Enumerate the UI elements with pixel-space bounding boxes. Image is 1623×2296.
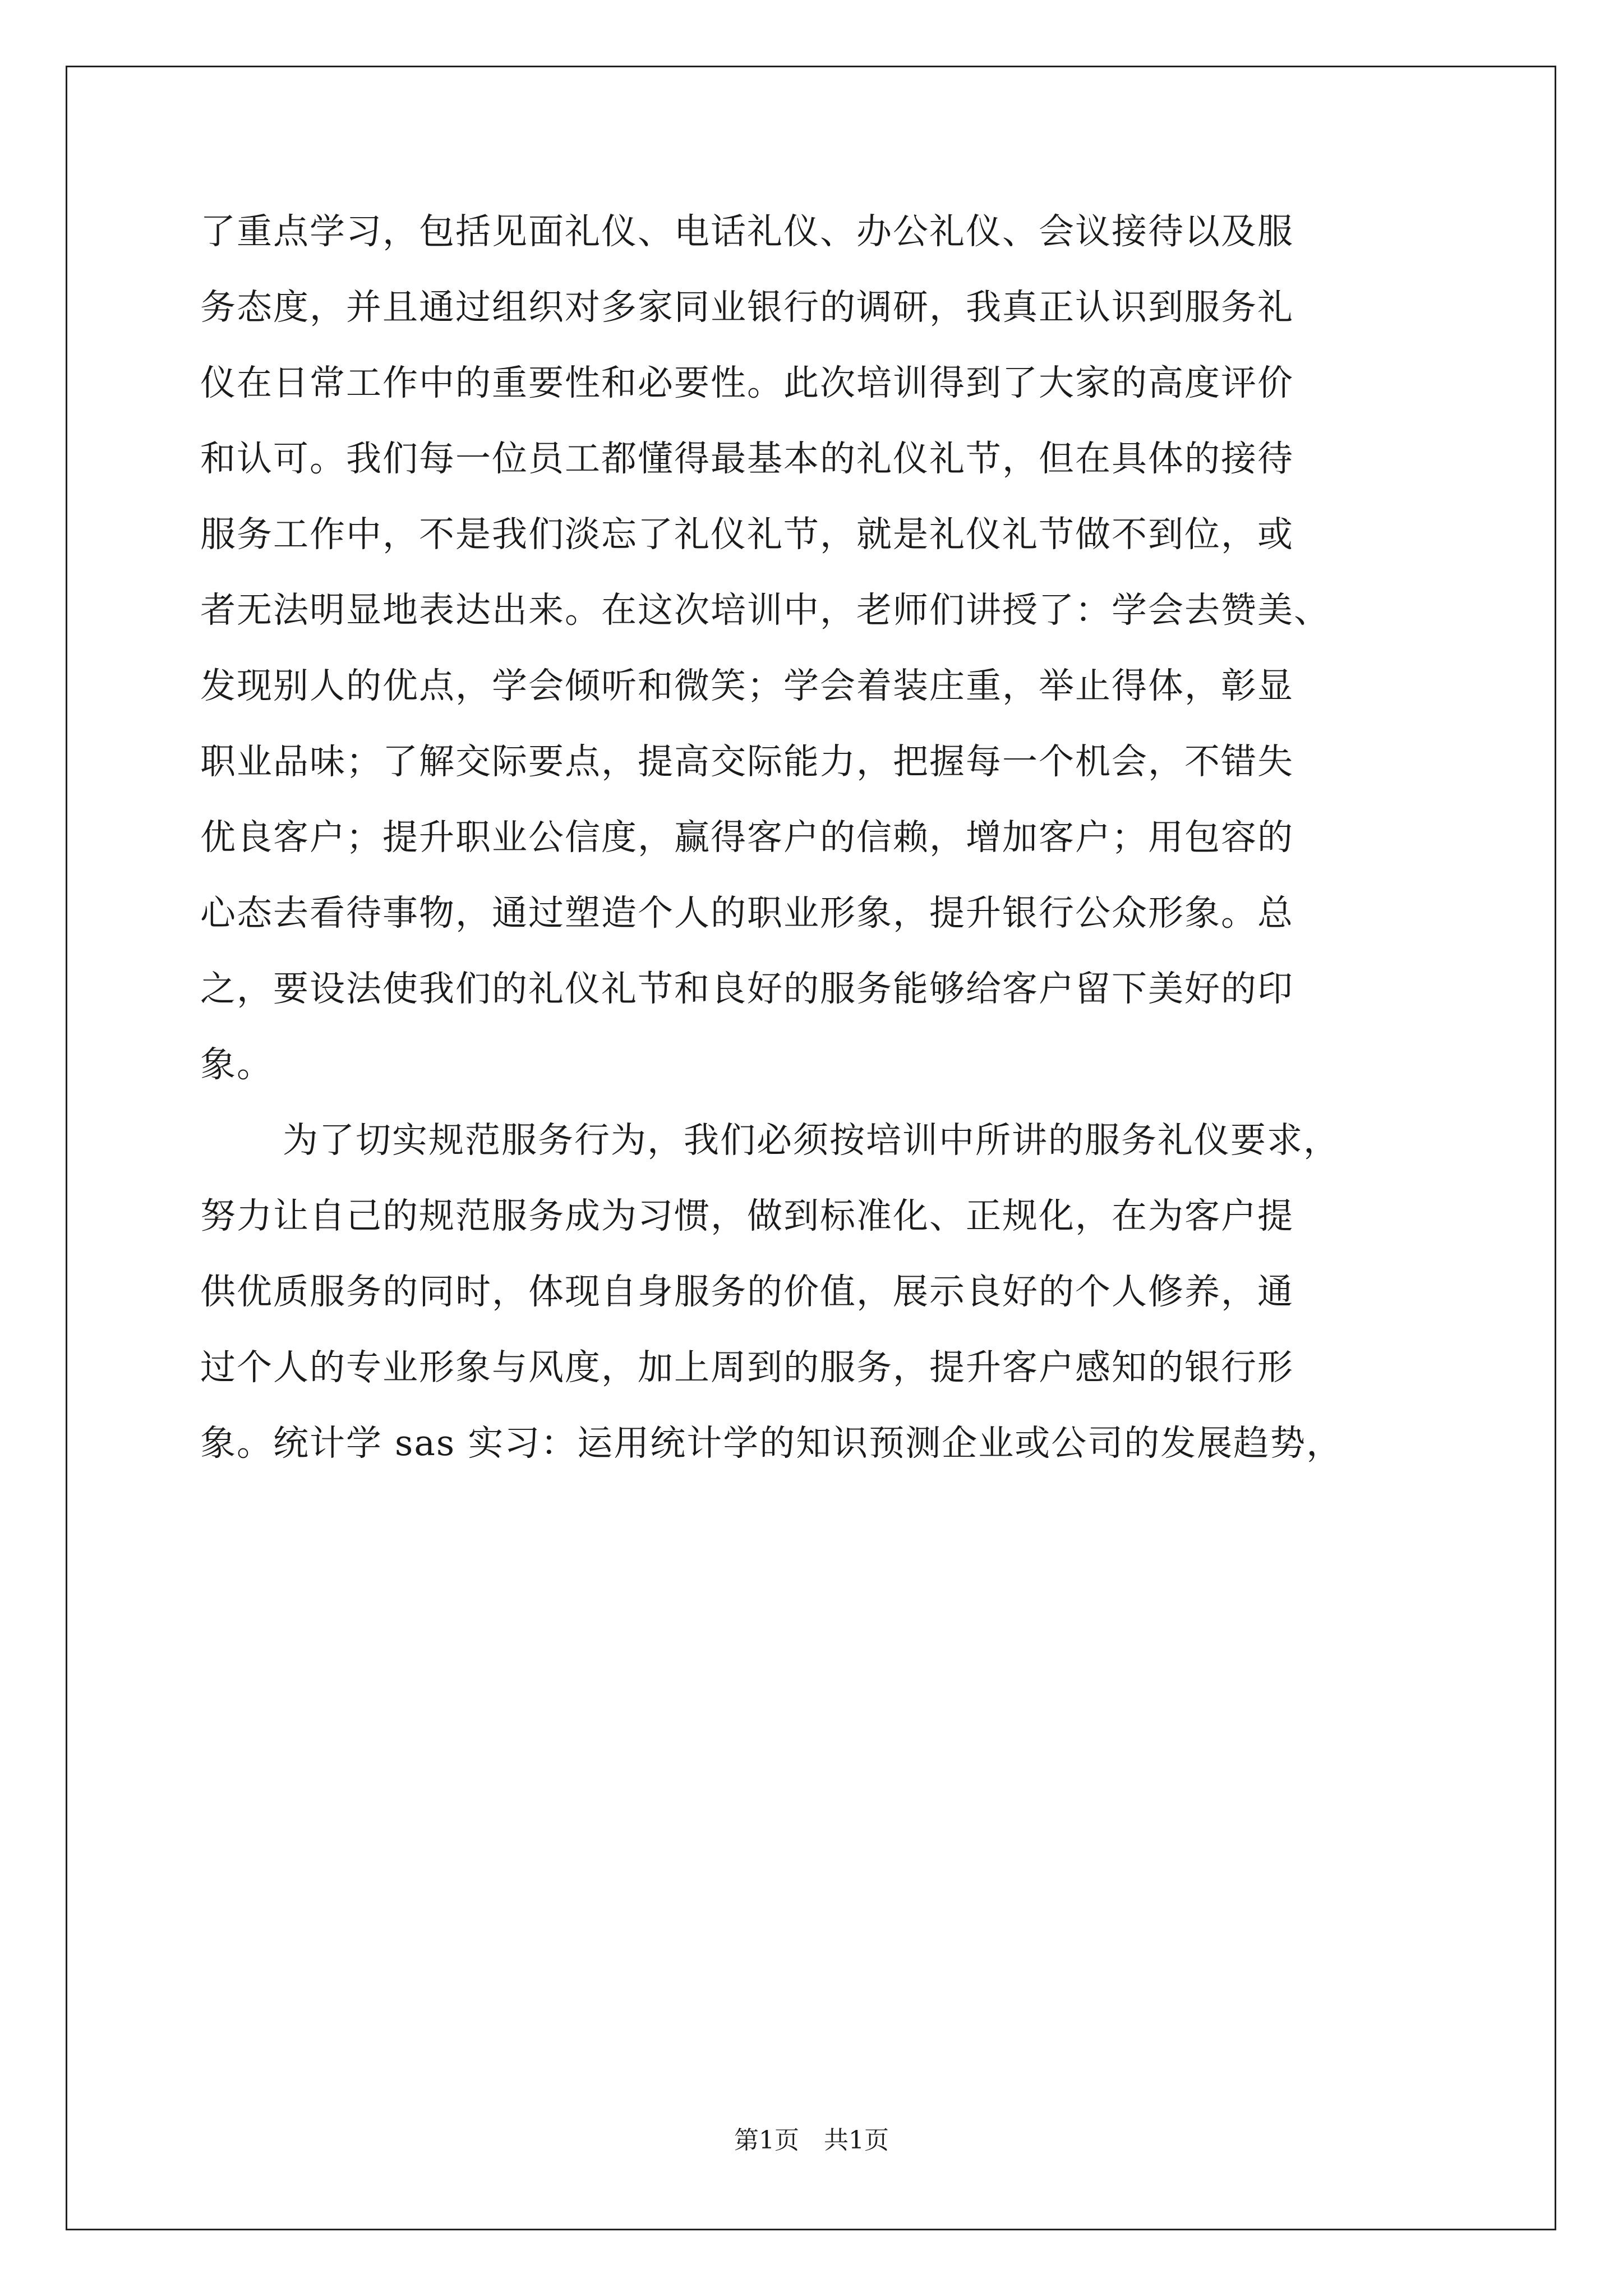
text-line: 优良客户；提升职业公信度，赢得客户的信赖，增加客户；用包容的 [200, 817, 1294, 858]
paragraph-2 [200, 1102, 1445, 1481]
text-line: 象。统计学 sas 实习：运用统计学的知识预测企业或公司的发展趋势， [200, 1423, 1343, 1464]
text-line: 过个人的专业形象与风度，加上周到的服务，提升客户感知的银行形 [200, 1347, 1294, 1388]
text-line: 为了切实规范服务行为，我们必须按培训中所讲的服务礼仪要求， [283, 1120, 1340, 1161]
text-line: 发现别人的优点，学会倾听和微笑；学会着装庄重，举止得体，彰显 [200, 665, 1294, 706]
text-line: 服务工作中，不是我们淡忘了礼仪礼节，就是礼仪礼节做不到位，或 [200, 514, 1294, 555]
text-line: 供优质服务的同时，体现自身服务的价值，展示良好的个人修养，通 [200, 1271, 1294, 1312]
text-line: 努力让自己的规范服务成为习惯，做到标准化、正规化，在为客户提 [200, 1195, 1294, 1236]
text-line: 了重点学习，包括见面礼仪、电话礼仪、办公礼仪、会议接待以及服 [200, 211, 1294, 252]
page-number-footer: 第1页 共1页 [734, 2126, 889, 2155]
text-line: 者无法明显地表达出来。在这次培训中，老师们讲授了：学会去赞美、 [200, 590, 1330, 631]
text-line: 务态度，并且通过组织对多家同业银行的调研，我真正认识到服务礼 [200, 287, 1294, 328]
paragraph-1 [200, 194, 1445, 1102]
text-line: 心态去看待事物，通过塑造个人的职业形象，提升银行公众形象。总 [200, 892, 1294, 933]
text-line: 象。 [200, 1044, 273, 1085]
text-line: 和认可。我们每一位员工都懂得最基本的礼仪礼节，但在具体的接待 [200, 438, 1294, 479]
text-line: 仪在日常工作中的重要性和必要性。此次培训得到了大家的高度评价 [200, 362, 1294, 403]
document-body [200, 194, 1445, 1481]
text-line: 之，要设法使我们的礼仪礼节和良好的服务能够给客户留下美好的印 [200, 968, 1294, 1009]
text-line: 职业品味；了解交际要点，提高交际能力，把握每一个机会，不错失 [200, 741, 1294, 782]
